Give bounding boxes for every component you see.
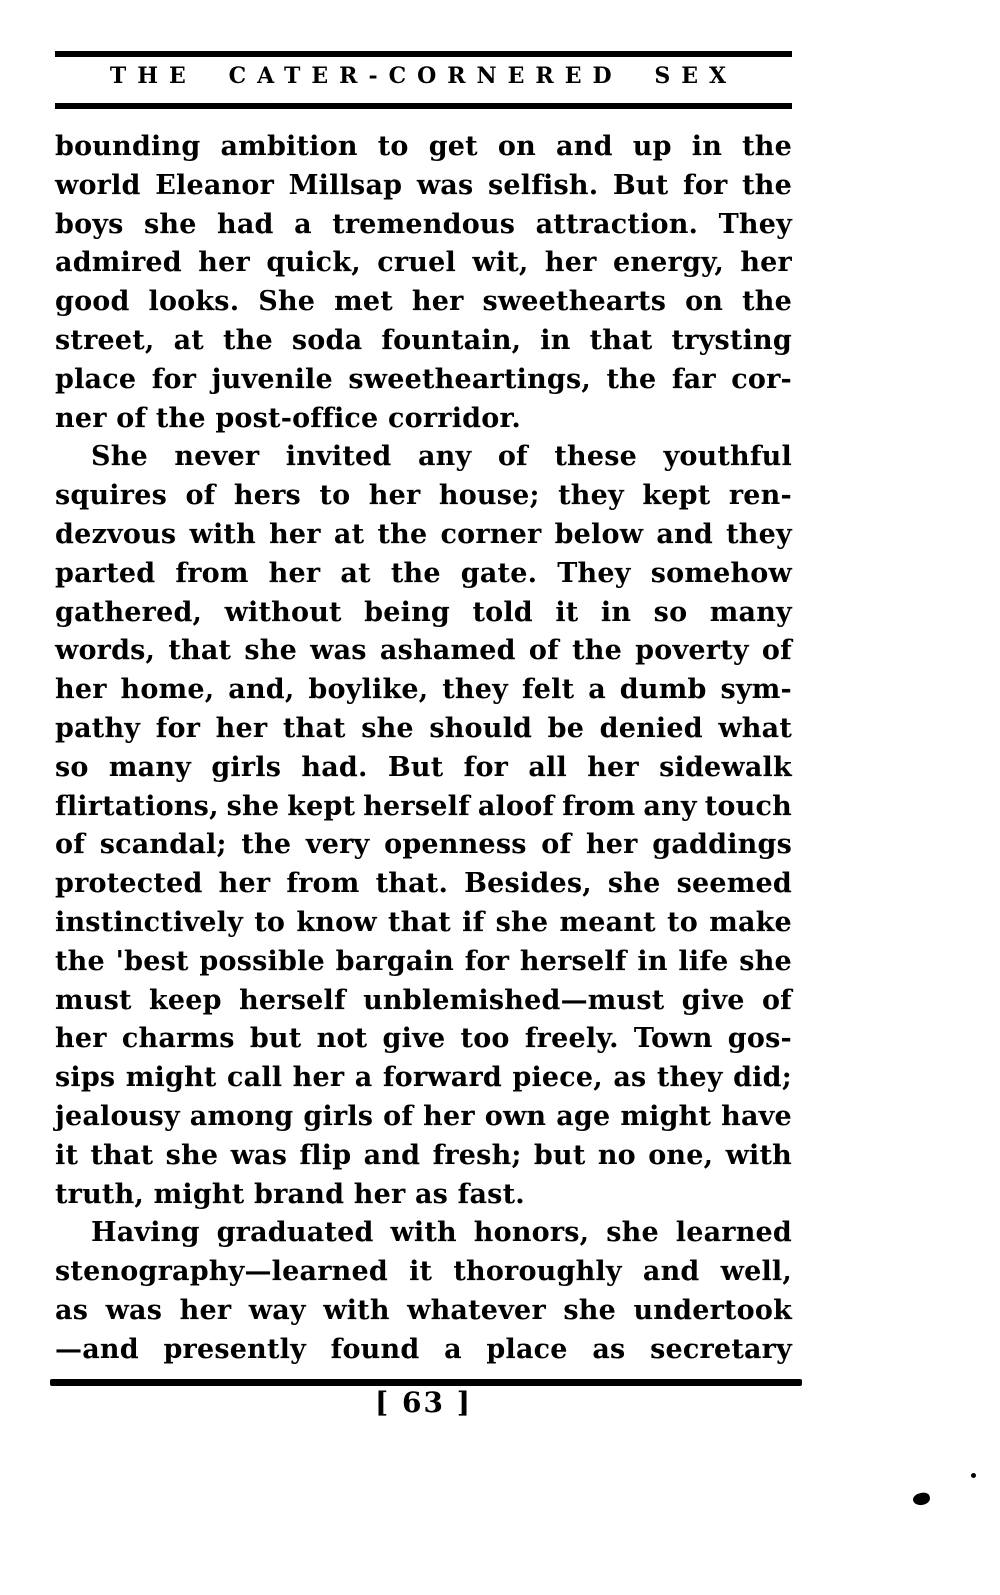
ink-smudge — [912, 1491, 931, 1506]
text-line: place for juvenile sweetheartings, the far cor- — [55, 363, 792, 395]
text-line: street, at the soda fountain, in that trysting — [55, 324, 792, 356]
text-line: as was her way with whatever she undertook — [55, 1294, 792, 1326]
text-line: boys she had a tremendous attraction. They — [55, 208, 792, 240]
text-line: dezvous with her at the corner below and they — [55, 518, 792, 550]
text-line: it that she was flip and fresh; but no one, with — [55, 1139, 792, 1171]
ink-speck — [971, 1473, 976, 1478]
text-line: gathered, without being told it in so many — [55, 596, 792, 628]
footer-rule — [50, 1379, 802, 1386]
text-line: —and presently found a place as secretary — [55, 1333, 792, 1365]
text-line: her charms but not give too freely. Town gos- — [55, 1023, 792, 1055]
text-line: parted from her at the gate. They somehow — [55, 557, 792, 589]
header-rule-bottom — [55, 103, 792, 109]
text-line: stenography—learned it thoroughly and well, — [55, 1256, 792, 1288]
text-line: sips might call her a forward piece, as they did; — [55, 1062, 792, 1094]
header-rule-top — [55, 51, 792, 57]
text-line: instinctively to know that if she meant to make — [55, 906, 792, 938]
text-line: words, that she was ashamed of the poverty of — [55, 635, 792, 667]
text-line: world Eleanor Millsap was selfish. But for the — [55, 169, 792, 201]
text-line: pathy for her that she should be denied what — [55, 712, 792, 744]
text-line: the 'best possible bargain for herself in life she — [55, 945, 792, 977]
text-line: of scandal; the very openness of her gaddings — [55, 829, 792, 861]
body-text — [55, 128, 792, 1370]
text-line: squires of hers to her house; they kept ren- — [55, 480, 792, 512]
text-line: She never invited any of these youthful — [91, 441, 792, 473]
text-line: her home, and, boylike, they felt a dumb sym- — [55, 674, 792, 706]
text-line: Having graduated with honors, she learned — [91, 1217, 792, 1249]
text-line: bounding ambition to get on and up in the — [55, 131, 792, 162]
text-line: protected her from that. Besides, she seemed — [55, 868, 792, 900]
text-line: must keep herself unblemished—must give of — [55, 984, 792, 1016]
page-number: [ 63 ] — [375, 1386, 472, 1419]
text-line: jealousy among girls of her own age might have — [55, 1100, 792, 1132]
text-line: flirtations, she kept herself aloof from any touch — [55, 790, 792, 822]
text-line: good looks. She met her sweethearts on the — [55, 286, 792, 318]
text-line: so many girls had. But for all her sidewalk — [55, 751, 792, 783]
text-line: ner of the post-office corridor. — [55, 402, 522, 434]
text-line: truth, might brand her as fast. — [55, 1178, 525, 1210]
text-line: admired her quick, cruel wit, her energy, her — [55, 247, 792, 279]
running-head-title: THE CATER-CORNERED SEX — [109, 63, 738, 89]
